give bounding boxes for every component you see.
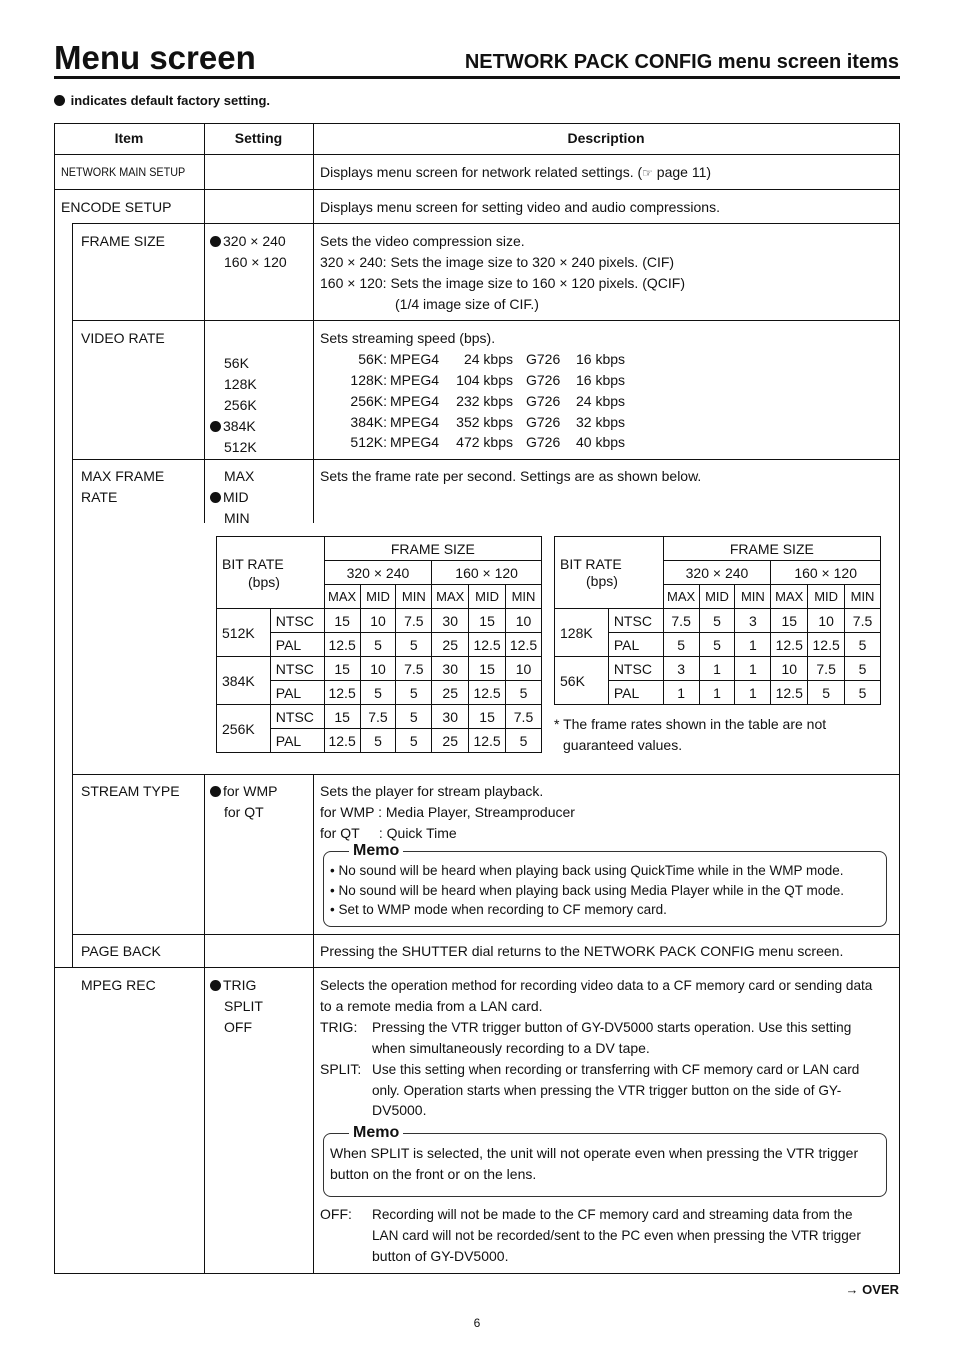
page-number: 6 bbox=[473, 1316, 481, 1330]
table-body bbox=[217, 609, 542, 753]
item-max-frame-rate-2: RATE bbox=[81, 489, 118, 505]
table-row bbox=[217, 705, 542, 729]
frame-rate-cell: 1 bbox=[735, 681, 771, 705]
over-indicator: → OVER bbox=[845, 1282, 899, 1297]
video-system-cell: NTSC bbox=[270, 657, 324, 681]
frame-rate-cell: 1 bbox=[735, 657, 771, 681]
off-desc-3: button of GY-DV5000. bbox=[372, 1248, 509, 1264]
rate-4-video: 472 kbps bbox=[456, 434, 513, 450]
rate-1-video: 104 kbps bbox=[456, 372, 513, 388]
frame-rate-cell: 3 bbox=[663, 657, 699, 681]
desc-stream-type-3: for QT : Quick Time bbox=[320, 825, 457, 841]
page-subtitle: NETWORK PACK CONFIG menu screen items bbox=[464, 51, 899, 73]
frame-rate-table-right bbox=[554, 536, 881, 705]
bit-rate-cell: 56K bbox=[555, 657, 609, 705]
setting-mpeg-off: OFF bbox=[224, 1019, 252, 1035]
bit-rate-cell: 384K bbox=[217, 657, 271, 705]
page-reference-icon: ☞ bbox=[642, 166, 653, 180]
frame-rate-cell: 5 bbox=[360, 729, 396, 753]
desc-stream-type-1: Sets the player for stream playback. bbox=[320, 783, 544, 799]
desc-page-back: Pressing the SHUTTER dial returns to the NETWORK PACK CONFIG menu screen. bbox=[320, 943, 844, 959]
frame-rate-cell: 5 bbox=[506, 681, 542, 705]
rate-4-audio: 40 kbps bbox=[576, 434, 626, 450]
arrow-right-icon: → bbox=[845, 1282, 859, 1297]
size-320-header: 320 × 240 bbox=[324, 561, 432, 585]
item-max-frame-rate-1: MAX FRAME bbox=[81, 468, 165, 484]
item-page-back: PAGE BACK bbox=[81, 943, 161, 959]
trig-desc-1: Pressing the VTR trigger button of GY-DV5000 starts operation. Use this setting bbox=[372, 1020, 852, 1035]
item-stream-type: STREAM TYPE bbox=[81, 783, 180, 799]
frame-rate-cell: 5 bbox=[699, 609, 735, 633]
desc-frame-size-3: 160 × 120: Sets the image size to 160 × 120 pixels. (QCIF) bbox=[320, 275, 685, 291]
video-system-cell: PAL bbox=[270, 729, 324, 753]
frame-rate-cell: 25 bbox=[432, 729, 469, 753]
frame-rate-cell: 7.5 bbox=[360, 705, 396, 729]
col-min: MIN bbox=[735, 585, 771, 609]
frame-rate-cell: 12.5 bbox=[506, 633, 542, 657]
frame-rate-cell: 5 bbox=[396, 705, 432, 729]
memo-stream-1: • No sound will be heard when playing back using QuickTime while in the WMP mode. bbox=[330, 863, 844, 878]
video-system-cell: NTSC bbox=[608, 657, 663, 681]
split-label: SPLIT: bbox=[320, 1061, 362, 1077]
video-system-cell: PAL bbox=[608, 681, 663, 705]
rate-0-video: 24 kbps bbox=[463, 351, 513, 367]
frame-rate-cell: 1 bbox=[735, 633, 771, 657]
video-system-cell: NTSC bbox=[608, 609, 663, 633]
setting-mpeg-trig: TRIG bbox=[210, 975, 256, 996]
item-encode-setup: ENCODE SETUP bbox=[61, 199, 172, 215]
frame-rate-cell: 30 bbox=[432, 657, 469, 681]
frame-rate-cell: 1 bbox=[699, 657, 735, 681]
frame-rate-cell: 12.5 bbox=[771, 681, 808, 705]
frame-rate-cell: 5 bbox=[506, 729, 542, 753]
bit-rate-header: BIT RATE (bps) bbox=[217, 537, 325, 609]
frame-rate-cell: 5 bbox=[360, 633, 396, 657]
col-min: MIN bbox=[506, 585, 542, 609]
col-max: MAX bbox=[324, 585, 360, 609]
frame-rate-cell: 7.5 bbox=[663, 609, 699, 633]
rate-0-codec: MPEG4 bbox=[390, 351, 440, 367]
rate-3-audio: 32 kbps bbox=[576, 414, 626, 430]
rate-1-codec: MPEG4 bbox=[390, 372, 440, 388]
frame-rate-cell: 15 bbox=[324, 657, 360, 681]
frame-rate-cell: 10 bbox=[506, 657, 542, 681]
table-row bbox=[555, 657, 881, 681]
frame-rate-cell: 5 bbox=[396, 633, 432, 657]
rate-0-audio: 16 kbps bbox=[576, 351, 626, 367]
video-system-cell: NTSC bbox=[270, 609, 324, 633]
frame-rate-cell: 5 bbox=[396, 729, 432, 753]
size-320-header: 320 × 240 bbox=[663, 561, 771, 585]
rate-4-codec: MPEG4 bbox=[390, 434, 440, 450]
split-desc-2: only. Operation starts when pressing the VTR trigger button on the side of GY- bbox=[372, 1083, 842, 1098]
setting-video-rate-128k: 128K bbox=[224, 376, 257, 392]
frame-rate-cell: 30 bbox=[432, 609, 469, 633]
setting-frame-rate-max: MAX bbox=[224, 468, 255, 484]
frame-rate-cell: 7.5 bbox=[845, 609, 881, 633]
desc-frame-size-4: (1/4 image size of CIF.) bbox=[395, 296, 539, 312]
col-mid: MID bbox=[699, 585, 735, 609]
item-network-main-setup: NETWORK MAIN SETUP bbox=[61, 165, 186, 179]
setting-frame-rate-min: MIN bbox=[224, 510, 250, 526]
frame-rate-cell: 1 bbox=[699, 681, 735, 705]
frame-rate-cell: 12.5 bbox=[771, 633, 808, 657]
frame-rate-cell: 7.5 bbox=[396, 609, 432, 633]
setting-video-rate-384k: 384K bbox=[210, 416, 256, 437]
video-system-cell: NTSC bbox=[270, 705, 324, 729]
frame-rate-cell: 5 bbox=[808, 681, 845, 705]
off-desc-2: LAN card will not be recorded/sent to the PC even when pressing the VTR trigger bbox=[372, 1228, 861, 1243]
setting-video-rate-56k: 56K bbox=[224, 355, 249, 371]
video-system-cell: PAL bbox=[270, 633, 324, 657]
setting-video-rate-256k: 256K bbox=[224, 397, 257, 413]
setting-video-rate-512k: 512K bbox=[224, 439, 257, 455]
frame-rate-cell: 30 bbox=[432, 705, 469, 729]
default-bullet-icon bbox=[210, 421, 221, 432]
desc-video-rate-intro: Sets streaming speed (bps). bbox=[320, 330, 496, 346]
desc-max-frame-rate: Sets the frame rate per second. Settings are as shown below. bbox=[320, 468, 702, 484]
size-160-header: 160 × 120 bbox=[432, 561, 542, 585]
frame-rate-cell: 5 bbox=[845, 657, 881, 681]
default-bullet-icon bbox=[210, 492, 221, 503]
rate-0-audio-codec: G726 bbox=[526, 351, 561, 367]
frame-rate-cell: 15 bbox=[469, 657, 506, 681]
default-bullet-icon bbox=[210, 786, 221, 797]
frame-rate-cell: 15 bbox=[771, 609, 808, 633]
default-bullet-icon bbox=[210, 236, 221, 247]
setting-frame-size-320: 320 × 240 bbox=[210, 231, 286, 252]
rate-1-audio-codec: G726 bbox=[526, 372, 561, 388]
frame-rate-cell: 15 bbox=[324, 705, 360, 729]
rate-2-audio: 24 kbps bbox=[576, 393, 626, 409]
frame-rate-cell: 3 bbox=[735, 609, 771, 633]
col-header-setting: Setting bbox=[234, 130, 283, 146]
frame-rate-cell: 10 bbox=[360, 609, 396, 633]
setting-stream-wmp: for WMP bbox=[210, 781, 277, 802]
frame-rate-cell: 15 bbox=[324, 609, 360, 633]
desc-stream-type-2: for WMP : Media Player, Streamproducer bbox=[320, 804, 575, 820]
frame-rate-cell: 7.5 bbox=[396, 657, 432, 681]
frame-rate-cell: 5 bbox=[360, 681, 396, 705]
split-desc-1: Use this setting when recording or transferring with CF memory card or LAN card bbox=[372, 1062, 860, 1077]
setting-frame-rate-mid: MID bbox=[210, 487, 249, 508]
trig-desc-2: when simultaneously recording to a DV tape. bbox=[372, 1040, 650, 1056]
bit-rate-header: BIT RATE (bps) bbox=[555, 537, 664, 609]
rate-3-codec: MPEG4 bbox=[390, 414, 440, 430]
frame-rate-cell: 1 bbox=[663, 681, 699, 705]
default-note: indicates default factory setting. bbox=[54, 90, 270, 111]
frame-rate-cell: 12.5 bbox=[324, 633, 360, 657]
memo-stream-2: • No sound will be heard when playing back using Media Player while in the QT mode. bbox=[330, 883, 845, 898]
col-min: MIN bbox=[845, 585, 881, 609]
trig-label: TRIG: bbox=[320, 1019, 358, 1035]
rate-3-audio-codec: G726 bbox=[526, 414, 561, 430]
frame-rate-cell: 10 bbox=[506, 609, 542, 633]
desc-mpeg-intro-2: to a remote media from a LAN card. bbox=[320, 998, 543, 1014]
rate-1-audio: 16 kbps bbox=[576, 372, 626, 388]
rate-2-audio-codec: G726 bbox=[526, 393, 561, 409]
frame-rate-cell: 12.5 bbox=[324, 681, 360, 705]
rate-2-label: 256K: bbox=[350, 393, 387, 409]
rate-2-video: 232 kbps bbox=[456, 393, 513, 409]
frame-rate-cell: 5 bbox=[663, 633, 699, 657]
frame-size-header: FRAME SIZE bbox=[324, 537, 541, 561]
video-system-cell: PAL bbox=[608, 633, 663, 657]
rate-4-label: 512K: bbox=[350, 434, 387, 450]
bit-rate-cell: 512K bbox=[217, 609, 271, 657]
table-body bbox=[555, 609, 881, 705]
col-mid: MID bbox=[808, 585, 845, 609]
frame-rate-footnote-1: * The frame rates shown in the table are not bbox=[554, 716, 827, 732]
table-row bbox=[555, 609, 881, 633]
frame-rate-cell: 25 bbox=[432, 681, 469, 705]
desc-mpeg-intro-1: Selects the operation method for recording video data to a CF memory card or sending data bbox=[320, 978, 873, 993]
frame-rate-cell: 10 bbox=[360, 657, 396, 681]
rate-3-label: 384K: bbox=[350, 414, 387, 430]
item-video-rate: VIDEO RATE bbox=[81, 330, 165, 346]
video-system-cell: PAL bbox=[270, 681, 324, 705]
size-160-header: 160 × 120 bbox=[771, 561, 881, 585]
frame-rate-cell: 12.5 bbox=[808, 633, 845, 657]
off-desc-1: Recording will not be made to the CF memory card and streaming data from the bbox=[372, 1207, 853, 1222]
col-header-description: Description bbox=[567, 130, 645, 146]
title-rule bbox=[54, 76, 900, 79]
default-bullet-icon bbox=[54, 95, 65, 106]
desc-encode-setup: Displays menu screen for setting video and audio compressions. bbox=[320, 199, 720, 215]
rate-1-label: 128K: bbox=[350, 372, 387, 388]
memo-mpeg-1: When SPLIT is selected, the unit will not operate even when pressing the VTR trigger bbox=[330, 1145, 859, 1161]
frame-rate-cell: 7.5 bbox=[506, 705, 542, 729]
rate-3-video: 352 kbps bbox=[456, 414, 513, 430]
frame-rate-cell: 15 bbox=[469, 705, 506, 729]
frame-rate-cell: 25 bbox=[432, 633, 469, 657]
desc-frame-size-2: 320 × 240: Sets the image size to 320 × 240 pixels. (CIF) bbox=[320, 254, 675, 270]
split-desc-3: DV5000. bbox=[372, 1102, 427, 1118]
default-bullet-icon bbox=[210, 980, 221, 991]
frame-rate-cell: 15 bbox=[469, 609, 506, 633]
frame-rate-cell: 12.5 bbox=[469, 729, 506, 753]
col-mid: MID bbox=[360, 585, 396, 609]
frame-rate-cell: 7.5 bbox=[808, 657, 845, 681]
rate-0-label: 56K: bbox=[358, 351, 387, 367]
col-max: MAX bbox=[663, 585, 699, 609]
memo-mpeg-2: button on the front or on the lens. bbox=[330, 1166, 537, 1182]
setting-frame-size-160: 160 × 120 bbox=[224, 254, 287, 270]
frame-rate-cell: 5 bbox=[845, 681, 881, 705]
table-row bbox=[217, 609, 542, 633]
frame-rate-cell: 12.5 bbox=[469, 681, 506, 705]
frame-rate-cell: 5 bbox=[396, 681, 432, 705]
frame-rate-cell: 10 bbox=[808, 609, 845, 633]
setting-stream-qt: for QT bbox=[224, 804, 264, 820]
memo-title: Memo bbox=[349, 1124, 403, 1142]
memo-stream-3: • Set to WMP mode when recording to CF memory card. bbox=[330, 902, 667, 917]
item-frame-size: FRAME SIZE bbox=[81, 233, 166, 249]
desc-frame-size-1: Sets the video compression size. bbox=[320, 233, 525, 249]
item-mpeg-rec: MPEG REC bbox=[81, 977, 156, 993]
frame-rate-table-left bbox=[216, 536, 542, 753]
frame-rate-cell: 5 bbox=[699, 633, 735, 657]
page-title: Menu screen bbox=[54, 39, 256, 76]
bit-rate-cell: 128K bbox=[555, 609, 609, 657]
frame-rate-footnote-2: guaranteed values. bbox=[563, 737, 683, 753]
col-mid: MID bbox=[469, 585, 506, 609]
frame-rate-cell: 12.5 bbox=[469, 633, 506, 657]
desc-network-main-setup: Displays menu screen for network related settings. (☞ page 11) bbox=[320, 164, 712, 180]
table-row bbox=[217, 657, 542, 681]
frame-rate-cell: 12.5 bbox=[324, 729, 360, 753]
frame-rate-cell: 5 bbox=[845, 633, 881, 657]
col-max: MAX bbox=[771, 585, 808, 609]
col-min: MIN bbox=[396, 585, 432, 609]
memo-title: Memo bbox=[349, 842, 403, 860]
frame-rate-cell: 10 bbox=[771, 657, 808, 681]
off-label: OFF: bbox=[320, 1206, 352, 1222]
col-header-item: Item bbox=[114, 130, 144, 146]
bit-rate-cell: 256K bbox=[217, 705, 271, 753]
setting-mpeg-split: SPLIT bbox=[224, 998, 263, 1014]
col-max: MAX bbox=[432, 585, 469, 609]
rate-4-audio-codec: G726 bbox=[526, 434, 561, 450]
frame-size-header: FRAME SIZE bbox=[663, 537, 880, 561]
rate-2-codec: MPEG4 bbox=[390, 393, 440, 409]
